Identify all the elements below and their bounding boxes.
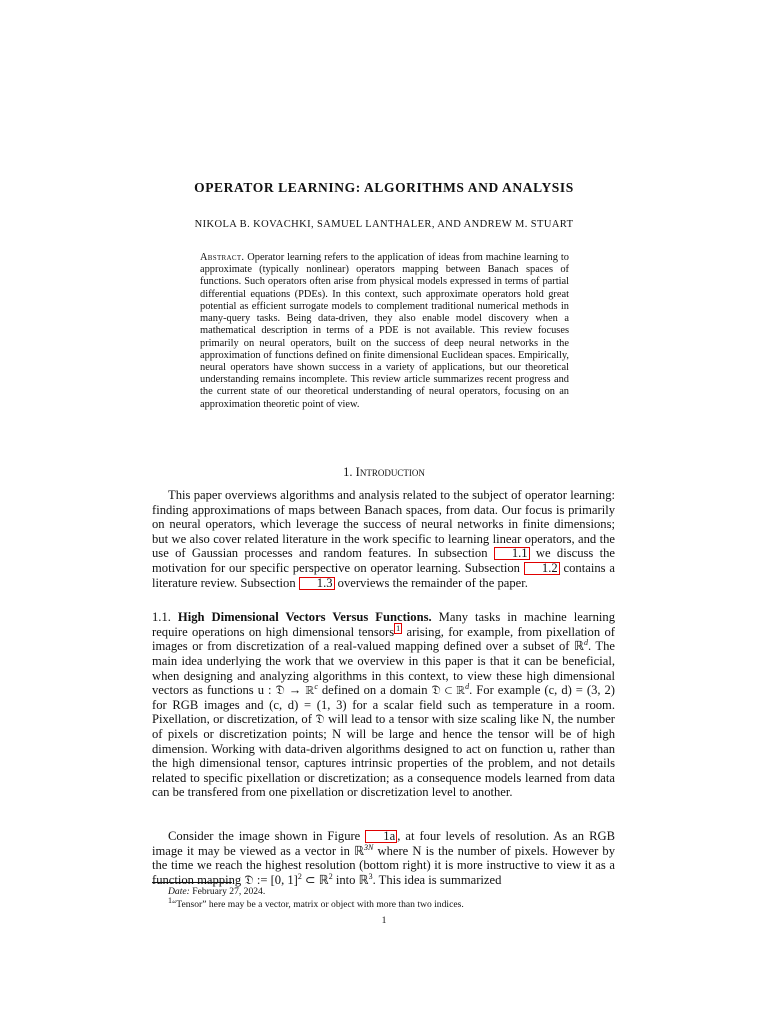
- footnote-1-text: “Tensor” here may be a vector, matrix or object with more than two indices.: [172, 899, 464, 910]
- fig-text-c: where N is the number of pixels. However by the time we reach the highest resolution (bottom right) it is more instructive to view it as a function mapping 𝔇 := [0, 1]: [152, 843, 615, 887]
- sub-text-c: . The main idea underlying the work that we overview in this paper is that it can be beneficial, when designing and analyzing algorithms in this context, to view these high dimensional vectors as functions u : 𝔇 → ℝ: [152, 639, 615, 698]
- fig-sup-3n: 3N: [364, 842, 374, 852]
- intro-text-d: overviews the remainder of the paper.: [334, 575, 528, 590]
- fig-text-d: ⊂ ℝ: [301, 872, 329, 887]
- sub-text-a: Many tasks in machine learning require operations on high dimensional tensors: [152, 610, 615, 639]
- section-heading: [0, 465, 768, 480]
- fig-text-e: into ℝ: [332, 872, 369, 887]
- subsection-link-1-3[interactable]: 1.3: [299, 577, 335, 590]
- figure-paragraph: [152, 829, 615, 887]
- footnote-rule: [152, 882, 232, 883]
- abstract: [200, 252, 569, 411]
- sub-sup-d2: d: [465, 681, 470, 691]
- intro-text-a: This paper overviews algorithms and analysis related to the subject of operator learning: finding approximations of maps between Banach spaces, from data. Our focus is primarily on neural operators, which leverage the success of neural networks in finite dimensions; but we also cover related literature in the work specific to learning linear operators, and the use of Gaussian processes and random features. In subsection: [152, 488, 615, 561]
- subsection-heading: High Dimensional Vectors Versus Functions.: [177, 610, 432, 624]
- sub-sup-c: c: [314, 681, 318, 691]
- fig-sup-3: 3: [368, 871, 373, 881]
- date-value: February 27, 2024.: [189, 886, 266, 897]
- footnote-1-mark: 1: [168, 895, 172, 905]
- paper-title: OPERATOR LEARNING: ALGORITHMS AND ANALYSIS: [194, 180, 574, 195]
- subsection-number: 1.1.: [152, 610, 171, 624]
- section-title: Introduction: [355, 465, 425, 479]
- sub-text-e: . For example (c, d) = (3, 2) for RGB images and (c, d) = (1, 3) for a scalar field such as temperature in a room. Pixellation, or discretization, of 𝔇 will lead to a tensor with size scaling like N, the number of pixels or discretization points; N will be large and hence the tensor will be of high dimension. Working with data-driven algorithms designed to act on function u, rather than the high dimensional tensor, captures intrinsic properties of the problem, and not details related to specific pixellation or discretization; as a consequence models learned from data can be transfered from one pixellation or discretization level to another.: [152, 683, 616, 800]
- subsection-paragraph: [152, 610, 615, 800]
- author-list: NIKOLA B. KOVACHKI, SAMUEL LANTHALER, AND ANDREW M. STUART: [194, 219, 574, 230]
- abstract-text: Operator learning refers to the application of ideas from machine learning to approximate (typically nonlinear) operators mapping between Banach spaces of functions. Such operators often arise from physical models expressed in terms of partial differential equations (PDEs). In this context, such approximate operators hold great potential as efficient surrogate models to complement traditional numerical methods in many-query tasks. Being data-driven, they also enable model discovery when a mathematical description in terms of a PDE is not available. This review focuses primarily on neural operators, built on the success of deep neural networks in the approximation of functions defined on finite dimensional Euclidean spaces. Empirically, neural operators have shown success in a variety of applications, but our theoretical understanding remains incomplete. This review article summarizes recent progress and the current state of our theoretical understanding of neural operators, focusing on an approximation theoretic point of view.: [200, 252, 569, 410]
- intro-paragraph: [152, 488, 615, 590]
- fig-text-b: , at four levels of resolution. As an RGB image it may be viewed as a vector in ℝ: [152, 829, 615, 858]
- figure-link-1a[interactable]: 1a: [365, 830, 397, 843]
- section-number: 1.: [343, 465, 353, 479]
- abstract-label: Abstract.: [200, 252, 245, 263]
- intro-text-b: we discuss the motivation for our specific perspective on operator learning. Subsection: [152, 546, 616, 575]
- sub-text-b: arising, for example, from pixellation of images or from discretization of a real-valued mapping defined over a subset of ℝ: [152, 624, 615, 654]
- sub-text-d: defined on a domain 𝔇 ⊂ ℝ: [317, 683, 466, 698]
- date-footnote: [168, 886, 631, 897]
- sub-sup-d1: d: [583, 638, 588, 648]
- intro-text-c: contains a literature review. Subsection: [152, 560, 616, 590]
- page-number: 1: [381, 915, 387, 926]
- fig-text-a: Consider the image shown in Figure: [168, 829, 366, 843]
- footnote-link-1[interactable]: 1: [396, 623, 401, 633]
- date-label: Date:: [168, 886, 190, 897]
- footnote-1: [168, 895, 631, 910]
- fig-text-f: . This idea is summarized: [372, 872, 502, 887]
- subsection-link-1-1[interactable]: 1.1: [494, 547, 530, 560]
- subsection-link-1-2[interactable]: 1.2: [524, 562, 560, 575]
- fig-sup-2b: 2: [328, 871, 333, 881]
- fig-sup-2a: 2: [297, 871, 302, 881]
